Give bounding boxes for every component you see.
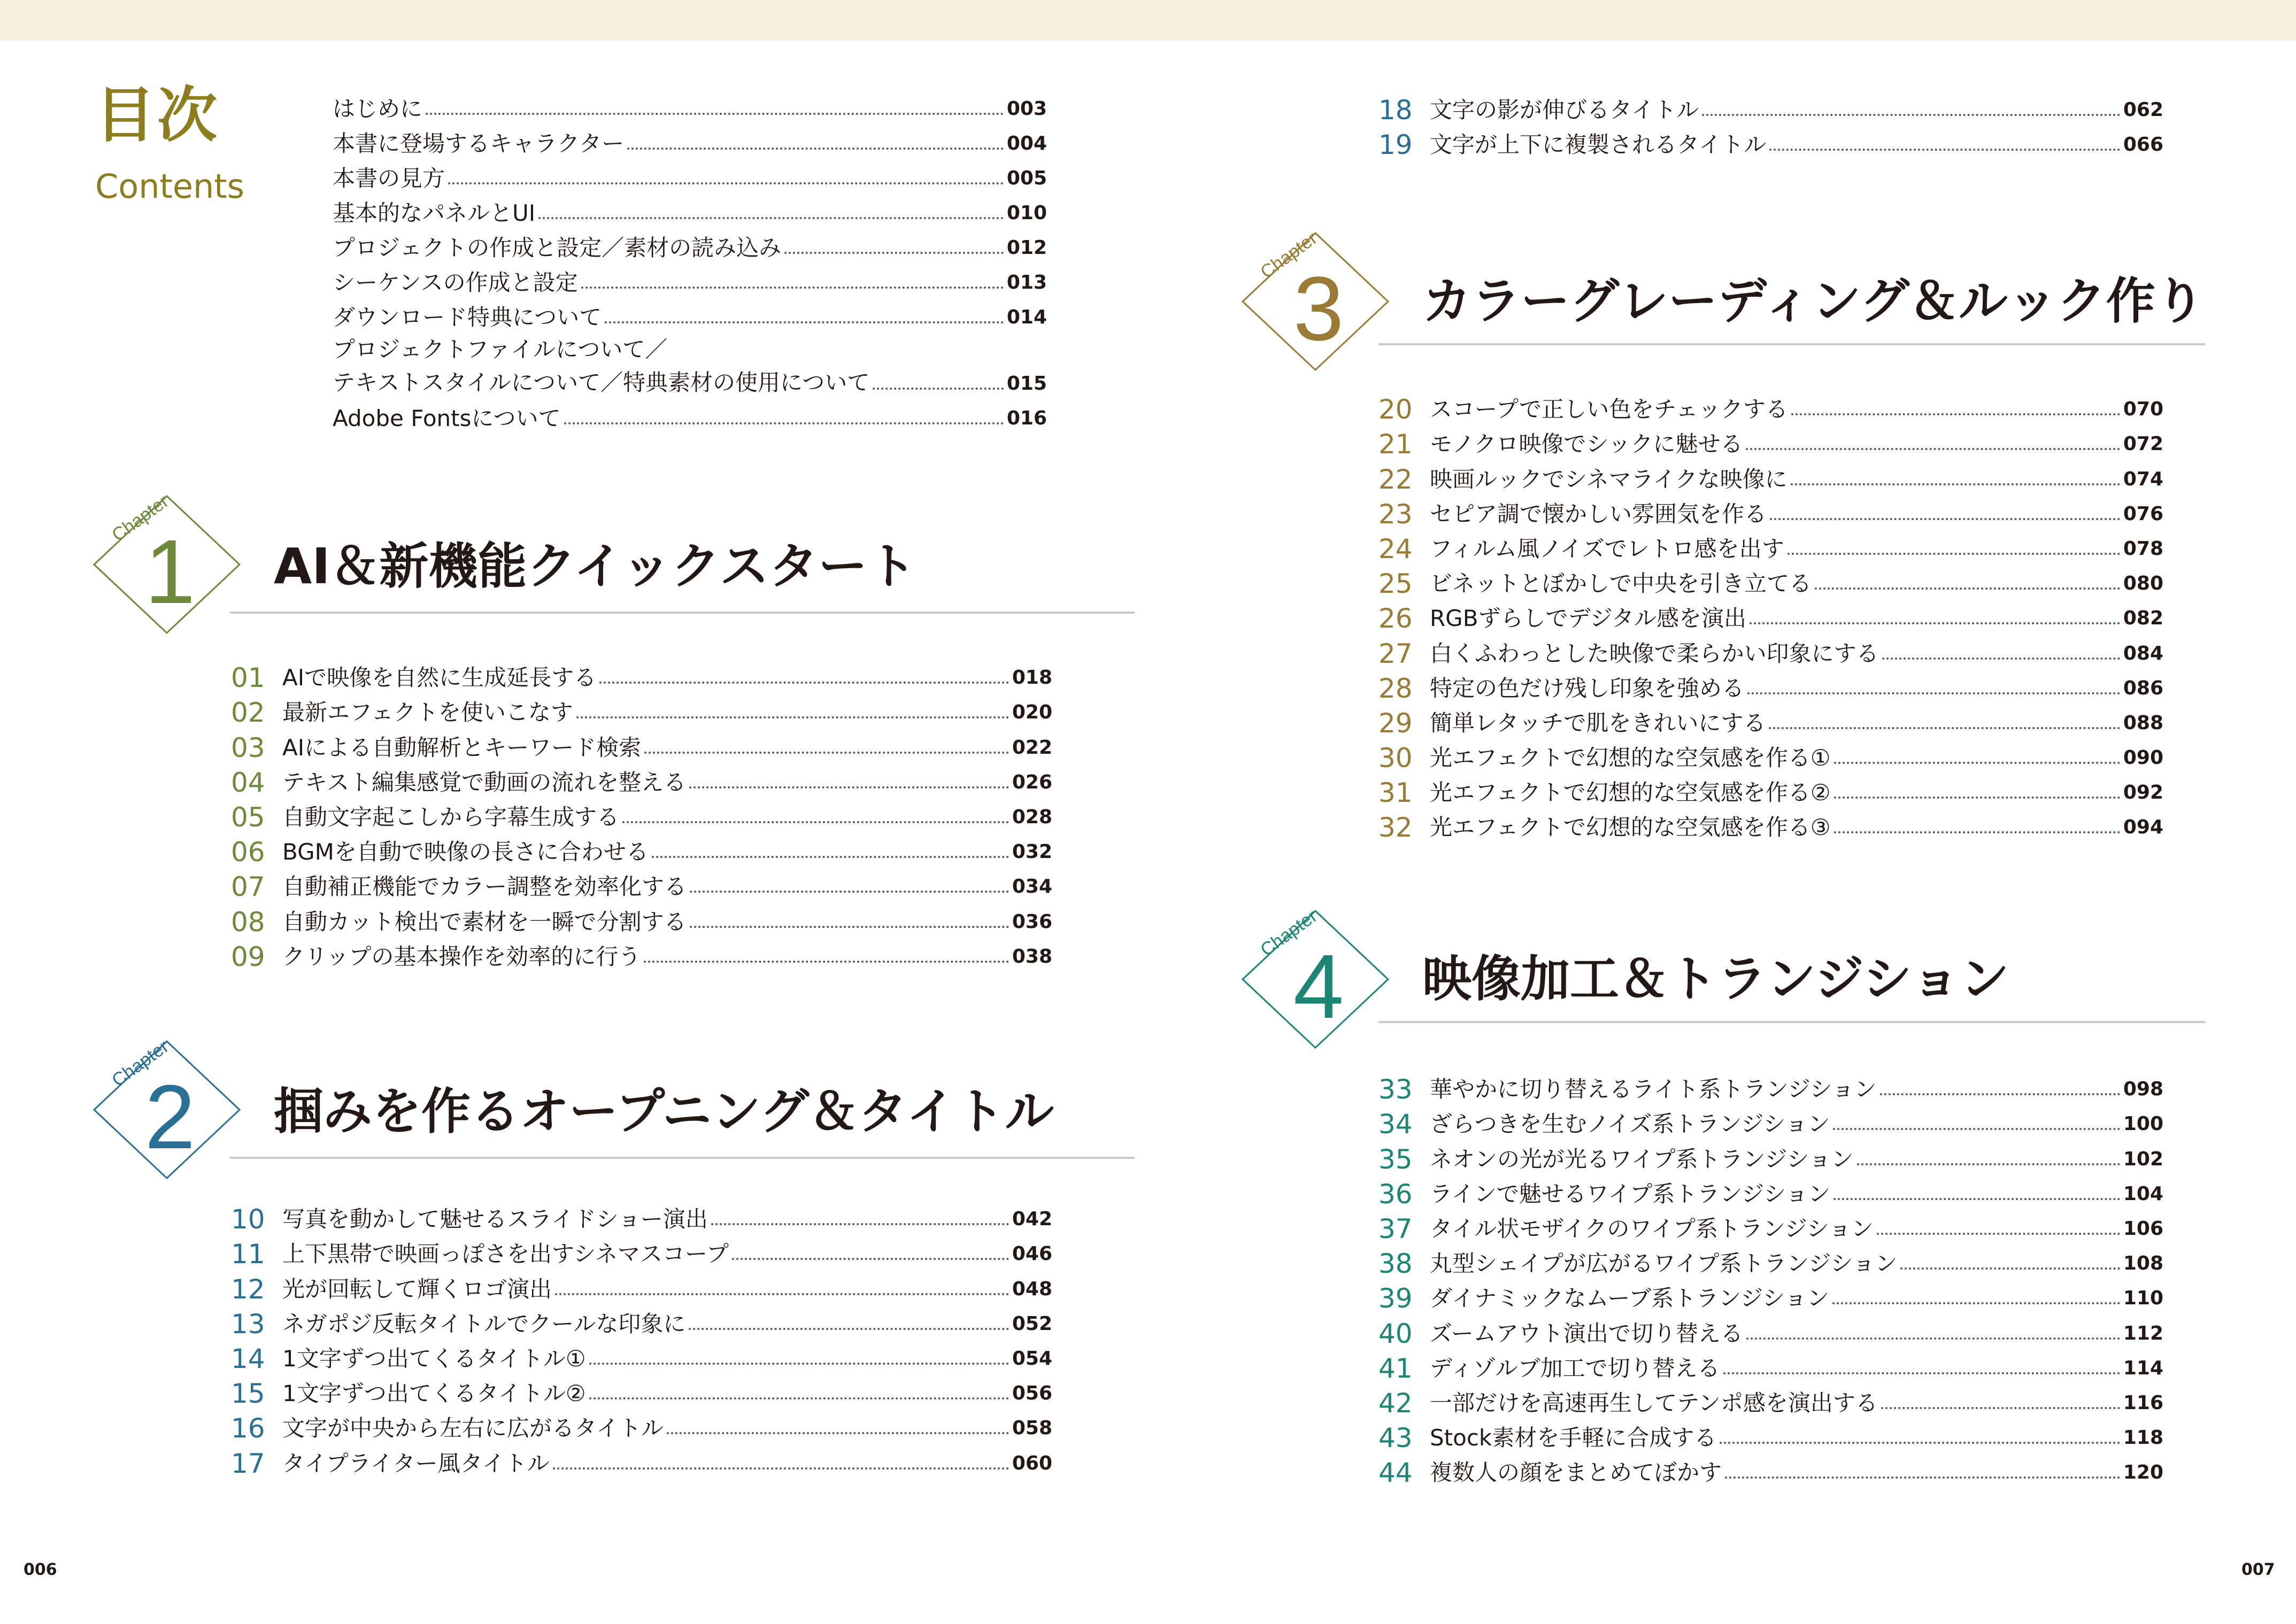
- entry-number: 17: [231, 1448, 265, 1479]
- page-number: 116: [2123, 1391, 2163, 1414]
- dot-leader: [652, 856, 1009, 858]
- toc-entry: [231, 763, 1052, 798]
- page-number: 062: [2123, 99, 2163, 121]
- entry-title: [333, 333, 869, 399]
- entry-number: 22: [1378, 463, 1413, 495]
- entry-number: 29: [1378, 707, 1413, 739]
- dot-leader: [1769, 149, 2120, 151]
- page-number: 120: [2123, 1461, 2163, 1484]
- toc-entry: [333, 90, 1047, 125]
- toc-entry: [1378, 1349, 2163, 1384]
- dot-leader: [622, 821, 1009, 823]
- page-number: 012: [1006, 237, 1047, 259]
- entry-title: 白くふわっとした映像で柔らかい印象にする: [1430, 640, 1879, 667]
- page-number: 054: [1012, 1347, 1052, 1370]
- entry-title: BGMを自動で映像の長さに合わせる: [282, 839, 649, 865]
- chapter-1-list: [231, 659, 1052, 972]
- page-number: 066: [2123, 134, 2163, 156]
- entry-number: 04: [231, 767, 265, 798]
- entry-title: ダウンロード特典について: [333, 304, 602, 330]
- entry-number: 24: [1378, 533, 1413, 564]
- page-number: 090: [2123, 747, 2163, 769]
- entry-title: 1文字ずつ出てくるタイトル①: [282, 1345, 586, 1372]
- toc-entry: [231, 1200, 1052, 1235]
- dot-leader: [732, 1258, 1009, 1260]
- entry-number: 15: [231, 1378, 265, 1410]
- page-number: 034: [1012, 876, 1052, 898]
- toc-entry: [333, 264, 1047, 298]
- entry-title: ディゾルブ加工で切り替える: [1430, 1355, 1720, 1381]
- dot-leader: [1882, 658, 2120, 660]
- page-number: 108: [2123, 1252, 2163, 1275]
- entry-title-line: プロジェクトファイルについて／: [333, 336, 668, 362]
- toc-entry: [333, 333, 1047, 399]
- toc-entry: [1378, 1210, 2163, 1244]
- toc-entry: [231, 902, 1052, 937]
- dot-leader: [599, 682, 1009, 684]
- entry-number: 36: [1378, 1178, 1413, 1210]
- dot-leader: [1900, 1267, 2120, 1270]
- page-number: 048: [1012, 1278, 1052, 1300]
- toc-entry: [333, 125, 1047, 159]
- page-number: 015: [1006, 373, 1047, 395]
- page-number: 076: [2123, 502, 2163, 525]
- toc-entry: [231, 1340, 1052, 1374]
- dot-leader: [1880, 1093, 2120, 1095]
- dot-leader: [644, 752, 1009, 754]
- toc-entry: [231, 833, 1052, 868]
- entry-title: ざらつきを生むノイズ系トランジション: [1430, 1111, 1830, 1138]
- chapter-title: 映像加工＆トランジション: [1422, 950, 2009, 1008]
- page-number: 112: [2123, 1322, 2163, 1344]
- entry-number: 16: [231, 1413, 265, 1444]
- toc-entry: [231, 938, 1052, 972]
- entry-title: シーケンスの作成と設定: [333, 269, 578, 296]
- page-number: 016: [1006, 407, 1047, 429]
- dot-leader: [1834, 762, 2120, 764]
- dot-leader: [589, 1363, 1009, 1365]
- toc-entry: [231, 659, 1052, 693]
- toc-entry: [1378, 704, 2163, 739]
- entry-title: 文字が上下に複製されるタイトル: [1430, 132, 1767, 158]
- page-number: 084: [2123, 642, 2163, 664]
- dot-leader: [1747, 692, 2120, 694]
- page-number: 074: [2123, 468, 2163, 490]
- page-number: 118: [2123, 1427, 2163, 1449]
- toc-entry: [231, 1270, 1052, 1304]
- entry-title: プロジェクトの作成と設定／素材の読み込み: [333, 235, 782, 261]
- entry-title: 1文字ずつ出てくるタイトル②: [282, 1380, 586, 1407]
- page-number: 046: [1012, 1243, 1052, 1265]
- entry-title: ズームアウト演出で切り替える: [1430, 1320, 1743, 1347]
- dot-leader: [1723, 1372, 2120, 1374]
- dot-leader: [564, 422, 1004, 424]
- entry-number: 10: [231, 1204, 265, 1235]
- page-number: 086: [2123, 677, 2163, 699]
- toc-entry: [231, 693, 1052, 728]
- page-number: 106: [2123, 1217, 2163, 1240]
- entry-number: 37: [1378, 1213, 1413, 1244]
- dot-leader: [689, 786, 1009, 788]
- entry-number: 33: [1378, 1074, 1413, 1105]
- dot-leader: [1791, 483, 2120, 485]
- chapter-badge: [1229, 221, 1389, 382]
- entry-number: 20: [1378, 394, 1413, 426]
- entry-number: 44: [1378, 1457, 1413, 1489]
- toc-entry: [231, 728, 1052, 763]
- toc-entry: [1378, 1244, 2163, 1279]
- toc-entry: [333, 194, 1047, 229]
- toc-entry: [1378, 739, 2163, 774]
- entry-title: 一部だけを高速再生してテンポ感を演出する: [1430, 1389, 1878, 1416]
- entry-title: 写真を動かして魅せるスライドショー演出: [282, 1206, 708, 1233]
- page-number: 018: [1012, 667, 1052, 689]
- entry-number: 18: [1378, 95, 1413, 126]
- dot-leader: [711, 1223, 1009, 1225]
- dot-leader: [538, 217, 1004, 219]
- entry-title: 光エフェクトで幻想的な空気感を作る①: [1430, 745, 1831, 771]
- entry-title: 本書に登場するキャラクター: [333, 130, 625, 157]
- entry-number: 26: [1378, 603, 1413, 635]
- chapter-badge: [80, 484, 241, 645]
- toc-title: 目次: [95, 81, 219, 150]
- page-number: 094: [2123, 816, 2163, 839]
- page-number: 072: [2123, 433, 2163, 455]
- entry-number: 34: [1378, 1109, 1413, 1140]
- page-number: 036: [1012, 910, 1052, 933]
- page-number: 056: [1012, 1382, 1052, 1405]
- entry-number: 32: [1378, 812, 1413, 844]
- toc-entry: [1378, 1070, 2163, 1105]
- chapter-rule: [230, 1157, 1135, 1159]
- entry-title: 自動文字起こしから字幕生成する: [282, 803, 620, 830]
- entry-title: ダイナミックなムーブ系トランジション: [1430, 1285, 1830, 1312]
- entry-title: 複数人の顔をまとめてぼかす: [1430, 1459, 1722, 1486]
- dot-leader: [1877, 1233, 2120, 1235]
- entry-title: テキスト編集感覚で動画の流れを整える: [282, 769, 687, 795]
- entry-title: 映画ルックでシネマライクな映像に: [1430, 466, 1788, 492]
- entry-title: 華やかに切り替えるライト系トランジション: [1430, 1076, 1877, 1103]
- entry-number: 06: [231, 837, 265, 868]
- entry-number: 38: [1378, 1248, 1413, 1280]
- entry-number: 02: [231, 697, 265, 729]
- page-number: 022: [1012, 736, 1052, 759]
- toc-entry: [1378, 1453, 2163, 1488]
- page-number: 038: [1012, 945, 1052, 968]
- chapter-2-list-left: [231, 1200, 1052, 1479]
- chapter-badge: [1229, 899, 1389, 1060]
- page-number: 026: [1012, 771, 1052, 793]
- entry-title: 光が回転して輝くロゴ演出: [282, 1275, 552, 1302]
- top-color-band: [0, 0, 2296, 41]
- entry-number: 39: [1378, 1283, 1413, 1314]
- toc-subtitle: Contents: [95, 167, 244, 206]
- page-number: 028: [1012, 806, 1052, 828]
- entry-title: 特定の色だけ残し印象を強める: [1430, 675, 1745, 701]
- chapter-number: 3: [1293, 258, 1344, 360]
- entry-title: 自動補正機能でカラー調整を効率化する: [282, 873, 687, 900]
- dot-leader: [690, 891, 1009, 893]
- dot-leader: [1881, 1407, 2120, 1409]
- entry-number: 12: [231, 1273, 265, 1305]
- folio-right: 007: [2241, 1560, 2275, 1579]
- entry-number: 19: [1378, 129, 1413, 161]
- dot-leader: [1834, 796, 2120, 799]
- entry-title: AIによる自動解析とキーワード検索: [282, 734, 642, 761]
- entry-number: 08: [231, 906, 265, 938]
- intro-list: [333, 90, 1047, 434]
- chapter-badge: [80, 1030, 241, 1190]
- dot-leader: [426, 113, 1004, 115]
- page-number: 032: [1012, 841, 1052, 863]
- page-number: 004: [1006, 133, 1047, 154]
- dot-leader: [1833, 1128, 2120, 1130]
- toc-entry: [1378, 564, 2163, 599]
- entry-number: 07: [231, 871, 265, 903]
- dot-leader: [1791, 413, 2120, 415]
- chapter-title: カラーグレーディング＆ルック作り: [1422, 273, 2205, 330]
- entry-title: 基本的なパネルとUI: [333, 200, 536, 226]
- entry-number: 05: [231, 801, 265, 833]
- entry-title: クリップの基本操作を効率的に行う: [282, 943, 641, 970]
- chapter-title: AI＆新機能クイックスタート: [274, 538, 917, 595]
- page-number: 013: [1006, 272, 1047, 293]
- page-number: 080: [2123, 573, 2163, 595]
- entry-number: 03: [231, 732, 265, 763]
- toc-entry: [1378, 1279, 2163, 1314]
- entry-title: 文字が中央から左右に広がるタイトル: [282, 1415, 664, 1442]
- toc-entry: [333, 229, 1047, 264]
- entry-title: スコープで正しい色をチェックする: [1430, 396, 1788, 423]
- entry-title: ビネットとぼかしで中央を引き立てる: [1430, 570, 1812, 597]
- dot-leader: [1770, 518, 2120, 520]
- toc-entry: [1378, 1314, 2163, 1349]
- toc-entry: [333, 159, 1047, 194]
- toc-entry: [1378, 599, 2163, 634]
- toc-entry: [231, 1235, 1052, 1270]
- entry-title: 簡単レタッチで肌をきれいにする: [1430, 709, 1766, 736]
- toc-entry: [1378, 460, 2163, 494]
- entry-number: 31: [1378, 777, 1413, 809]
- page-number: 078: [2123, 537, 2163, 560]
- entry-title: 最新エフェクトを使いこなす: [282, 699, 573, 726]
- page-number: 088: [2123, 712, 2163, 734]
- dot-leader: [1702, 114, 2120, 116]
- toc-entry: [1378, 1140, 2163, 1174]
- chapter-number: 4: [1293, 936, 1344, 1038]
- dot-leader: [1834, 831, 2120, 833]
- entry-number: 40: [1378, 1318, 1413, 1349]
- page-number: 070: [2123, 398, 2163, 421]
- dot-leader: [1720, 1442, 2120, 1444]
- toc-entry: [1378, 669, 2163, 704]
- chapter-rule: [1378, 1021, 2205, 1023]
- toc-entry: [1378, 390, 2163, 425]
- toc-entry: [1378, 91, 2163, 126]
- toc-entry: [231, 1444, 1052, 1479]
- entry-title: はじめに: [333, 96, 423, 122]
- dot-leader: [1725, 1476, 2120, 1479]
- toc-entry: [1378, 1419, 2163, 1453]
- entry-title: 丸型シェイプが広がるワイプ系トランジション: [1430, 1250, 1898, 1277]
- chapter-word: Chapter: [108, 491, 173, 546]
- page-number: 082: [2123, 607, 2163, 630]
- chapter-word: Chapter: [108, 1036, 173, 1091]
- dot-leader: [448, 182, 1004, 184]
- toc-entry: [1378, 808, 2163, 843]
- toc-entry: [333, 298, 1047, 333]
- chapter-number: 2: [144, 1066, 196, 1168]
- entry-number: 23: [1378, 498, 1413, 530]
- page-number: 104: [2123, 1182, 2163, 1205]
- dot-leader: [784, 252, 1004, 254]
- dot-leader: [605, 321, 1004, 323]
- page-number: 014: [1006, 306, 1047, 328]
- folio-left: 006: [24, 1560, 57, 1579]
- entry-title: タイプライター風タイトル: [282, 1450, 550, 1476]
- dot-leader: [589, 1397, 1009, 1399]
- page-number: 100: [2123, 1113, 2163, 1135]
- dot-leader: [1750, 622, 2120, 624]
- toc-entry: [231, 868, 1052, 902]
- entry-title: セピア調で懐かしい雰囲気を作る: [1430, 500, 1767, 527]
- chapter-rule: [230, 612, 1135, 614]
- entry-title: タイル状モザイクのワイプ系トランジション: [1430, 1215, 1874, 1242]
- chapter-word: Chapter: [1257, 228, 1321, 283]
- dot-leader: [581, 287, 1004, 289]
- chapter-word: Chapter: [1257, 906, 1321, 961]
- dot-leader: [690, 926, 1009, 928]
- entry-title: 光エフェクトで幻想的な空気感を作る②: [1430, 779, 1831, 806]
- entry-title-line: テキストスタイルについて／特典素材の使用について: [333, 369, 870, 396]
- entry-title: モノクロ映像でシックに魅せる: [1430, 431, 1743, 458]
- entry-title: 自動カット検出で素材を一瞬で分割する: [282, 908, 687, 935]
- dot-leader: [667, 1432, 1009, 1434]
- dot-leader: [1788, 553, 2120, 555]
- dot-leader: [1833, 1198, 2120, 1200]
- entry-number: 42: [1378, 1387, 1413, 1419]
- dot-leader: [1832, 1302, 2120, 1304]
- entry-number: 01: [231, 662, 265, 694]
- dot-leader: [1746, 448, 2120, 450]
- entry-title: AIで映像を自然に生成延長する: [282, 664, 597, 691]
- chapter-rule: [1378, 343, 2205, 345]
- toc-entry: [1378, 1384, 2163, 1419]
- entry-title: ラインで魅せるワイプ系トランジション: [1430, 1180, 1831, 1207]
- page-number: 052: [1012, 1312, 1052, 1335]
- toc-entry: [1378, 495, 2163, 530]
- entry-number: 09: [231, 941, 265, 972]
- page-number: 102: [2123, 1148, 2163, 1170]
- entry-number: 13: [231, 1308, 265, 1340]
- page-number: 092: [2123, 782, 2163, 804]
- dot-leader: [576, 716, 1009, 718]
- dot-leader: [689, 1328, 1009, 1330]
- chapter-number: 1: [144, 521, 196, 623]
- page-number: 060: [1012, 1452, 1052, 1474]
- page-number: 010: [1006, 202, 1047, 224]
- page-number: 020: [1012, 701, 1052, 724]
- entry-number: 11: [231, 1239, 265, 1270]
- toc-entry: [231, 1305, 1052, 1340]
- chapter-3-list: [1378, 390, 2163, 843]
- entry-number: 25: [1378, 568, 1413, 600]
- toc-entry: [1378, 126, 2163, 160]
- page-number: 114: [2123, 1357, 2163, 1379]
- toc-entry: [231, 798, 1052, 833]
- chapter-4-list: [1378, 1070, 2163, 1488]
- dot-leader: [627, 148, 1004, 150]
- toc-entry: [231, 1409, 1052, 1444]
- dot-leader: [555, 1293, 1009, 1295]
- dot-leader: [873, 388, 1004, 390]
- page-number: 058: [1012, 1417, 1052, 1440]
- entry-title: ネガポジ反転タイトルでクールな印象に: [282, 1310, 686, 1337]
- toc-entry: [1378, 1175, 2163, 1210]
- dot-leader: [1769, 727, 2120, 729]
- toc-entry: [231, 1374, 1052, 1409]
- toc-entry: [333, 399, 1047, 434]
- dot-leader: [1857, 1163, 2120, 1165]
- toc-entry: [1378, 530, 2163, 564]
- entry-number: 35: [1378, 1143, 1413, 1175]
- page-number: 005: [1006, 167, 1047, 189]
- entry-number: 28: [1378, 672, 1413, 704]
- entry-title: 本書の見方: [333, 165, 445, 191]
- entry-number: 21: [1378, 429, 1413, 460]
- dot-leader: [553, 1467, 1009, 1470]
- dot-leader: [644, 961, 1009, 963]
- entry-title: Adobe Fontsについて: [333, 405, 561, 431]
- entry-title: フィルム風ノイズでレトロ感を出す: [1430, 535, 1784, 562]
- entry-title: 上下黒帯で映画っぽさを出すシネマスコープ: [282, 1241, 729, 1267]
- chapter-title: 掴みを作るオープニング＆タイトル: [274, 1083, 1054, 1140]
- page-number: 098: [2123, 1078, 2163, 1101]
- page-number: 042: [1012, 1208, 1052, 1231]
- toc-entry: [1378, 774, 2163, 808]
- page-number: 110: [2123, 1287, 2163, 1310]
- entry-title: Stock素材を手軽に合成する: [1430, 1425, 1717, 1451]
- entry-title: ネオンの光が光るワイプ系トランジション: [1430, 1146, 1854, 1172]
- entry-number: 14: [231, 1343, 265, 1374]
- page-number: 003: [1006, 98, 1047, 120]
- entry-title: RGBずらしでデジタル感を演出: [1430, 605, 1747, 632]
- entry-number: 30: [1378, 743, 1413, 774]
- dot-leader: [1815, 587, 2120, 590]
- entry-title: 文字の影が伸びるタイトル: [1430, 97, 1699, 123]
- entry-number: 41: [1378, 1352, 1413, 1384]
- entry-number: 27: [1378, 638, 1413, 669]
- toc-entry: [1378, 1105, 2163, 1140]
- toc-entry: [1378, 425, 2163, 460]
- chapter-2-list-right: [1378, 91, 2163, 160]
- entry-title: 光エフェクトで幻想的な空気感を作る③: [1430, 814, 1831, 841]
- toc-entry: [1378, 634, 2163, 669]
- entry-number: 43: [1378, 1422, 1413, 1454]
- dot-leader: [1746, 1337, 2120, 1340]
